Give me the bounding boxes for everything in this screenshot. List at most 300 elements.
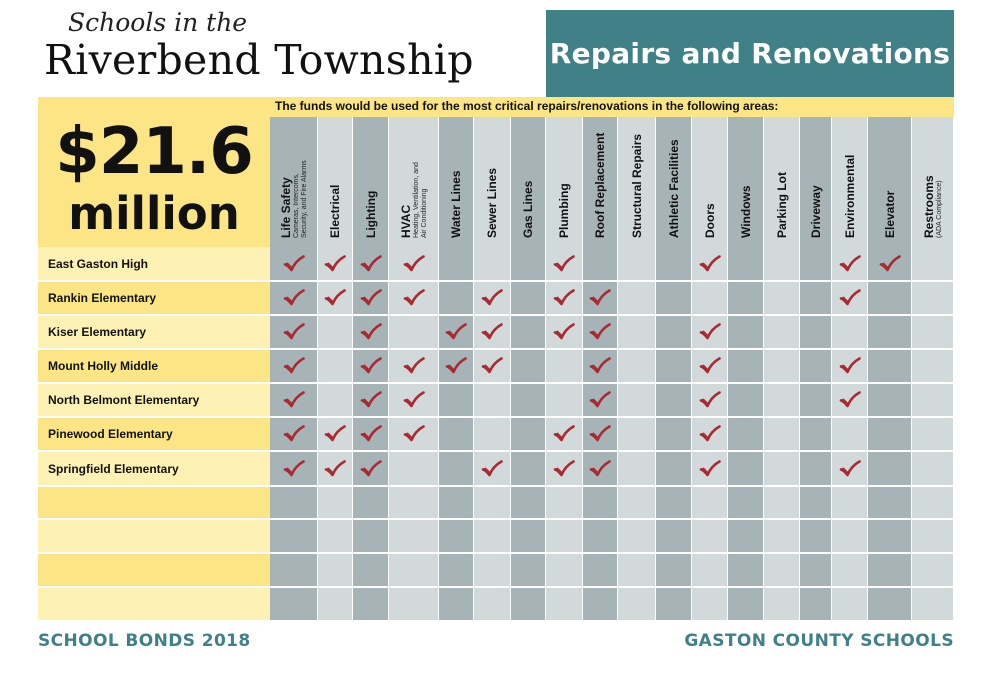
checkmark-icon (481, 460, 503, 478)
grid-cell (389, 384, 439, 418)
grid-cell (692, 247, 728, 282)
grid-cell (692, 350, 728, 384)
grid-cell (389, 316, 439, 350)
page-title: Riverbend Township (44, 36, 474, 84)
column-header (270, 117, 318, 247)
grid-cell (439, 520, 474, 554)
grid-cell (439, 247, 474, 282)
column-header-label (594, 133, 607, 238)
grid-cell (832, 384, 868, 418)
column-name: Electrical (328, 184, 342, 238)
grid-cell (389, 452, 439, 487)
grid-cell (439, 487, 474, 520)
grid-cell (389, 282, 439, 316)
column-name: Restrooms (921, 175, 936, 238)
grid-cell (511, 282, 546, 316)
grid-cell (868, 487, 912, 520)
grid-cell (764, 554, 800, 588)
grid-cell (832, 316, 868, 350)
grid-cell (868, 384, 912, 418)
grid-cell (912, 452, 954, 487)
grid-cell (511, 247, 546, 282)
grid-cell (832, 452, 868, 487)
grid-cell (832, 418, 868, 452)
grid-cell (868, 520, 912, 554)
grid-cell (583, 520, 618, 554)
column-header-label (329, 185, 342, 238)
grid-cell (764, 350, 800, 384)
grid-cell (692, 554, 728, 588)
grid-cell (546, 384, 583, 418)
grid-cell (800, 247, 832, 282)
grid-cell (692, 282, 728, 316)
checkmark-icon (839, 357, 861, 375)
grid-cell (270, 588, 318, 622)
grid-cell (618, 520, 656, 554)
checkmark-icon (283, 425, 305, 443)
grid-cell (912, 384, 954, 418)
column-header (511, 117, 546, 247)
column-header-label (450, 170, 463, 238)
grid-cell (868, 554, 912, 588)
checkmark-icon (879, 255, 901, 273)
checkmark-icon (403, 357, 425, 375)
grid-cell (656, 520, 692, 554)
checkmark-icon (589, 357, 611, 375)
grid-cell (439, 418, 474, 452)
grid-cell (511, 316, 546, 350)
grid-cell (439, 282, 474, 316)
grid-cell (912, 520, 954, 554)
column-header-label (486, 168, 499, 238)
grid-cell (546, 418, 583, 452)
checkmark-icon (839, 391, 861, 409)
grid-cell (868, 247, 912, 282)
grid-cell (800, 418, 832, 452)
column-name: Driveway (808, 185, 823, 238)
grid-cell (318, 282, 353, 316)
grid-cell (439, 588, 474, 622)
grid-cell (656, 316, 692, 350)
grid-cell (439, 350, 474, 384)
grid-cell (728, 452, 764, 487)
checkmark-icon (403, 289, 425, 307)
grid-cell (583, 452, 618, 487)
checkmark-icon (481, 357, 503, 375)
grid-cell (389, 554, 439, 588)
grid-cell (832, 554, 868, 588)
grid-cell (353, 487, 389, 520)
column-name: Lighting (363, 190, 378, 238)
column-header-label (522, 181, 535, 238)
grid-cell (656, 418, 692, 452)
checkmark-icon (553, 460, 575, 478)
grid-cell (832, 282, 868, 316)
grid-cell (318, 554, 353, 588)
grid-cell (868, 350, 912, 384)
column-name: Athletic Facilities (666, 139, 681, 238)
grid-cell (800, 282, 832, 316)
grid-cell (318, 418, 353, 452)
grid-cell (511, 350, 546, 384)
grid-cell (270, 452, 318, 487)
grid-cell (728, 384, 764, 418)
grid-cell (511, 452, 546, 487)
column-header (692, 117, 728, 247)
grid-cell (692, 384, 728, 418)
grid-cell (764, 487, 800, 520)
grid-cell (439, 554, 474, 588)
grid-cell (800, 384, 832, 418)
checkmark-icon (403, 425, 425, 443)
column-header (546, 117, 583, 247)
grid-cell (618, 316, 656, 350)
grid-cell (656, 452, 692, 487)
checkmark-icon (283, 460, 305, 478)
checkmark-icon (699, 425, 721, 443)
checkmark-icon (553, 425, 575, 443)
row-label (38, 554, 270, 588)
grid-cell (474, 520, 511, 554)
column-name: Doors (702, 203, 717, 238)
checkmark-icon (360, 323, 382, 341)
row-label: North Belmont Elementary (38, 384, 270, 418)
column-name: Structural Repairs (629, 133, 644, 238)
grid-cell (800, 316, 832, 350)
grid-cell (656, 554, 692, 588)
grid-cell (912, 350, 954, 384)
grid-cell (656, 350, 692, 384)
grid-cell (912, 554, 954, 588)
grid-cell (583, 282, 618, 316)
column-name: Sewer Lines (485, 167, 499, 238)
column-header (728, 117, 764, 247)
checkmark-icon (403, 255, 425, 273)
grid-cell (474, 418, 511, 452)
grid-cell (656, 487, 692, 520)
grid-cell (692, 588, 728, 622)
grid-cell (270, 384, 318, 418)
checkmark-icon (839, 255, 861, 273)
grid-cell (618, 554, 656, 588)
checkmark-icon (360, 460, 382, 478)
grid-cell (728, 487, 764, 520)
grid-cell (583, 247, 618, 282)
column-name: Water Lines (449, 170, 463, 238)
grid-cell (912, 282, 954, 316)
grid-cell (511, 554, 546, 588)
checkmark-icon (360, 289, 382, 307)
grid-cell (389, 487, 439, 520)
row-label: Mount Holly Middle (38, 350, 270, 384)
column-header (656, 117, 692, 247)
grid-cell (318, 247, 353, 282)
grid-cell (583, 588, 618, 622)
checkmark-icon (481, 323, 503, 341)
grid-cell (474, 487, 511, 520)
grid-cell (728, 520, 764, 554)
grid-cell (764, 247, 800, 282)
column-name: Life Safety (278, 177, 293, 238)
column-header-label (740, 185, 753, 238)
grid-cell (764, 588, 800, 622)
grid-cell (764, 520, 800, 554)
grid-cell (618, 418, 656, 452)
row-label (38, 588, 270, 622)
grid-cell (832, 487, 868, 520)
grid-cell (692, 452, 728, 487)
checkmark-icon (403, 391, 425, 409)
checkmark-icon (445, 357, 467, 375)
column-subtitle: Security, and Fire Alarms (300, 160, 308, 238)
grid-cell (439, 316, 474, 350)
grid-cell (270, 282, 318, 316)
grid-cell (800, 520, 832, 554)
checkmark-icon (360, 425, 382, 443)
grid-cell (270, 418, 318, 452)
grid-cell (868, 418, 912, 452)
grid-cell (764, 452, 800, 487)
grid-cell (474, 452, 511, 487)
grid-cell (800, 350, 832, 384)
grid-cell (764, 418, 800, 452)
grid-cell (912, 418, 954, 452)
amount-value: $21.6 (55, 115, 253, 189)
column-name: Windows (738, 185, 753, 238)
checkmark-icon (589, 425, 611, 443)
column-header-label (810, 185, 823, 238)
column-header-label (704, 203, 717, 238)
column-subtitle: Heating, Ventilation, and (412, 162, 420, 238)
grid-cell (546, 487, 583, 520)
grid-cell (546, 520, 583, 554)
checkmark-icon (324, 255, 346, 273)
checkmark-icon (324, 460, 346, 478)
grid-cell (728, 588, 764, 622)
grid-cell (353, 554, 389, 588)
row-label: East Gaston High (38, 247, 270, 282)
grid-cell (546, 452, 583, 487)
grid-cell (546, 247, 583, 282)
grid-cell (618, 384, 656, 418)
column-name: HVAC (398, 204, 413, 238)
grid-cell (764, 384, 800, 418)
checkmark-icon (839, 460, 861, 478)
checkmark-icon (839, 289, 861, 307)
grid-cell (692, 520, 728, 554)
column-header (800, 117, 832, 247)
column-header (439, 117, 474, 247)
grid-cell (270, 247, 318, 282)
grid-cell (353, 418, 389, 452)
grid-cell (546, 588, 583, 622)
grid-cell (318, 384, 353, 418)
grid-cell (618, 588, 656, 622)
grid-cell (868, 588, 912, 622)
footer-right: GASTON COUNTY SCHOOLS (684, 631, 954, 651)
grid-cell (800, 452, 832, 487)
column-name: Gas Lines (521, 180, 535, 238)
checkmark-icon (553, 289, 575, 307)
grid-cell (583, 316, 618, 350)
grid-cell (353, 247, 389, 282)
grid-cell (618, 487, 656, 520)
grid-cell (868, 452, 912, 487)
column-header-label (400, 162, 429, 238)
grid-cell (318, 487, 353, 520)
grid-cell (728, 554, 764, 588)
grid-cell (511, 588, 546, 622)
column-name: Roof Replacement (593, 132, 607, 238)
grid-cell (618, 350, 656, 384)
grid-cell (353, 282, 389, 316)
grid-cell (474, 384, 511, 418)
grid-cell (546, 282, 583, 316)
column-header-label (365, 191, 378, 238)
footer-left: SCHOOL BONDS 2018 (38, 631, 251, 651)
checkmark-icon (699, 357, 721, 375)
grid-cell (270, 316, 318, 350)
column-header (474, 117, 511, 247)
grid-cell (474, 554, 511, 588)
grid-cell (656, 588, 692, 622)
column-name: Plumbing (557, 183, 571, 238)
column-name: Environmental (842, 154, 857, 238)
checkmark-icon (324, 289, 346, 307)
grid-cell (511, 384, 546, 418)
checkmark-icon (283, 255, 305, 273)
grid-cell (800, 487, 832, 520)
grid-cell (656, 247, 692, 282)
column-subtitle: Air Conditioning (420, 188, 428, 238)
grid-cell (832, 350, 868, 384)
grid-cell (656, 282, 692, 316)
grid-cell (318, 350, 353, 384)
grid-cell (800, 588, 832, 622)
checkmark-icon (360, 391, 382, 409)
grid-cell (353, 520, 389, 554)
checkmark-icon (445, 323, 467, 341)
grid-cell (583, 384, 618, 418)
checkmark-icon (699, 391, 721, 409)
checkmark-icon (283, 289, 305, 307)
column-header (389, 117, 439, 247)
column-header (764, 117, 800, 247)
grid-cell (389, 247, 439, 282)
column-subtitle: (ADA Compliance) (935, 180, 943, 238)
grid-cell (318, 452, 353, 487)
grid-cell (474, 350, 511, 384)
row-label: Kiser Elementary (38, 316, 270, 350)
grid-cell (583, 554, 618, 588)
checkmark-icon (589, 323, 611, 341)
column-name: Elevator (882, 190, 897, 238)
grid-cell (389, 520, 439, 554)
grid-cell (270, 520, 318, 554)
column-header (618, 117, 656, 247)
grid-cell (912, 247, 954, 282)
checkmark-icon (360, 357, 382, 375)
column-header (318, 117, 353, 247)
row-label: Rankin Elementary (38, 282, 270, 316)
grid-cell (728, 350, 764, 384)
column-header-label (280, 160, 309, 238)
grid-cell (728, 316, 764, 350)
checkmark-icon (699, 460, 721, 478)
column-header-label (776, 172, 789, 238)
grid-cell (912, 588, 954, 622)
column-header (353, 117, 389, 247)
grid-cell (692, 418, 728, 452)
checkmark-icon (283, 357, 305, 375)
grid-cell (353, 588, 389, 622)
row-label: Pinewood Elementary (38, 418, 270, 452)
grid-cell (270, 350, 318, 384)
amount-unit: million (68, 187, 240, 240)
grid-cell (318, 520, 353, 554)
column-header (868, 117, 912, 247)
grid-cell (583, 418, 618, 452)
checkmark-icon (699, 255, 721, 273)
row-label: Springfield Elementary (38, 452, 270, 487)
grid-cell (474, 588, 511, 622)
checkmark-icon (324, 425, 346, 443)
grid-cell (618, 282, 656, 316)
grid-cell (389, 350, 439, 384)
grid-cell (728, 247, 764, 282)
checkmark-icon (589, 289, 611, 307)
grid-cell (353, 316, 389, 350)
grid-cell (511, 487, 546, 520)
grid-cell (389, 588, 439, 622)
grid-cell (618, 452, 656, 487)
grid-cell (474, 282, 511, 316)
checkmark-icon (553, 323, 575, 341)
grid-cell (546, 554, 583, 588)
grid-cell (832, 520, 868, 554)
checkmark-icon (283, 323, 305, 341)
grid-cell (656, 384, 692, 418)
column-header (912, 117, 954, 247)
grid-cell (728, 418, 764, 452)
checkmark-icon (553, 255, 575, 273)
checkmark-icon (699, 323, 721, 341)
grid-cell (439, 384, 474, 418)
grid-cell (583, 487, 618, 520)
grid-cell (764, 316, 800, 350)
checkmark-icon (481, 289, 503, 307)
grid-cell (832, 588, 868, 622)
grid-cell (389, 418, 439, 452)
grid-cell (511, 520, 546, 554)
column-name: Parking Lot (774, 171, 789, 238)
grid-cell (546, 350, 583, 384)
column-header-label (844, 155, 857, 238)
grid-cell (692, 316, 728, 350)
grid-cell (474, 247, 511, 282)
grid-cell (474, 316, 511, 350)
strip-caption: The funds would be used for the most critical repairs/renovations in the following areas: (275, 99, 779, 113)
grid-cell (832, 247, 868, 282)
grid-cell (353, 452, 389, 487)
grid-cell (353, 350, 389, 384)
grid-cell (318, 316, 353, 350)
grid-cell (728, 282, 764, 316)
column-header (832, 117, 868, 247)
grid-cell (912, 316, 954, 350)
grid-cell (353, 384, 389, 418)
grid-cell (439, 452, 474, 487)
